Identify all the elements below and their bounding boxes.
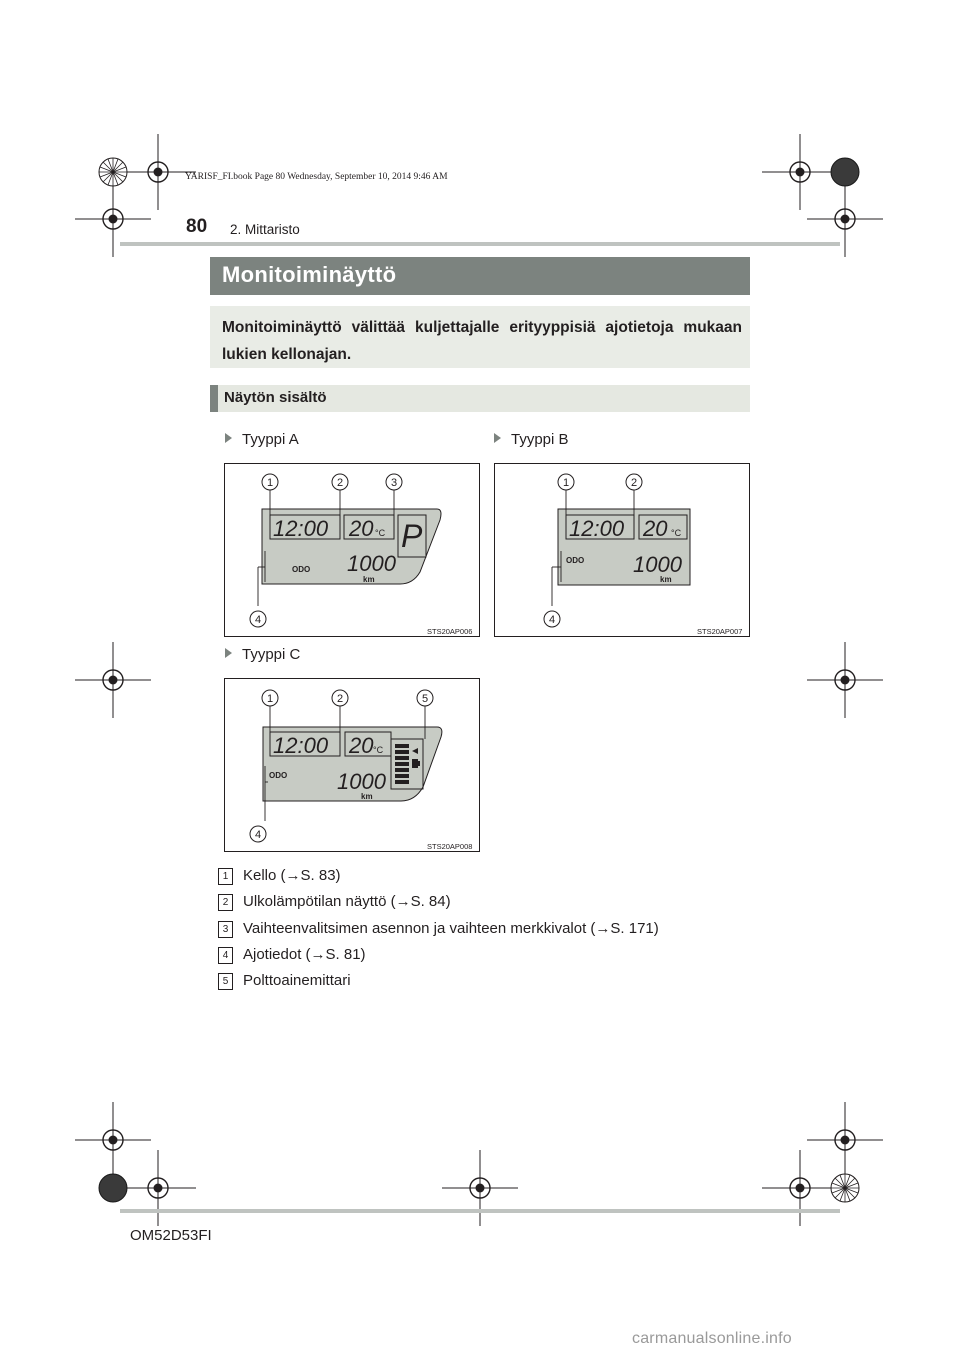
registration-mark-icon	[75, 1102, 151, 1178]
type-a-label: Tyyppi A	[225, 431, 299, 448]
registration-mark-icon	[442, 1150, 518, 1226]
subheading: Näytön sisältö	[224, 389, 327, 406]
header-rule	[120, 242, 840, 246]
figure-type-c	[224, 678, 480, 852]
legend-item: 2 Ulkolämpötilan näyttö (→S. 84)	[218, 893, 451, 913]
figure-type-b	[494, 463, 750, 637]
legend-item: 1 Kello (→S. 83)	[218, 867, 341, 887]
svg-text:1: 1	[266, 693, 274, 705]
svg-text:3: 3	[390, 477, 398, 489]
triangle-bullet-icon	[225, 648, 232, 658]
print-dot-icon	[831, 158, 859, 186]
legend-item: 5 Polttoainemittari	[218, 972, 351, 992]
svg-text:20: 20	[349, 733, 374, 758]
svg-text:°C: °C	[373, 745, 384, 755]
svg-text:1: 1	[562, 477, 570, 489]
svg-text:km: km	[660, 575, 672, 584]
svg-text:°C: °C	[375, 528, 386, 538]
section-path: 2. Mittaristo	[230, 222, 300, 237]
svg-text:1000: 1000	[633, 552, 682, 577]
registration-mark-icon	[807, 642, 883, 718]
type-c-label: Tyyppi C	[225, 646, 300, 663]
svg-text:4: 4	[254, 614, 262, 626]
registration-mark-icon	[75, 642, 151, 718]
registration-mark-icon	[762, 134, 838, 210]
svg-text:km: km	[361, 792, 373, 801]
svg-text:ODO: ODO	[269, 771, 288, 780]
svg-text:STS20AP007: STS20AP007	[697, 627, 743, 636]
svg-text:STS20AP008: STS20AP008	[427, 842, 473, 851]
svg-text:°C: °C	[671, 528, 682, 538]
legend-item: 4 Ajotiedot (→S. 81)	[218, 946, 366, 966]
svg-text:2: 2	[336, 477, 344, 489]
page-title: Monitoiminäyttö	[222, 262, 397, 287]
svg-text:ODO: ODO	[566, 556, 585, 565]
print-dot-icon	[99, 158, 127, 186]
svg-text:4: 4	[254, 829, 262, 841]
svg-text:ODO: ODO	[292, 565, 311, 574]
svg-text:1: 1	[266, 477, 274, 489]
fuel-pump-icon	[412, 759, 418, 768]
figure-type-a	[224, 463, 480, 637]
intro-text: Monitoiminäyttö välittää kuljettajalle erityyppisiä ajotietoja mukaan lukien kellonajan.	[222, 319, 742, 363]
svg-text:1000: 1000	[347, 551, 396, 576]
triangle-bullet-icon	[494, 433, 501, 443]
watermark: carmanualsonline.info	[632, 1330, 792, 1347]
svg-text:km: km	[363, 575, 375, 584]
gear-readout: P	[401, 518, 423, 554]
registration-mark-icon	[807, 1102, 883, 1178]
footer-rule	[120, 1209, 840, 1213]
svg-text:12:00: 12:00	[273, 733, 329, 758]
page-number: 80	[186, 216, 208, 237]
svg-text:2: 2	[336, 693, 344, 705]
footer-code: OM52D53FI	[130, 1227, 212, 1244]
svg-text:2: 2	[630, 477, 638, 489]
print-dot-icon	[831, 1174, 859, 1202]
print-header: YARISF_FI.book Page 80 Wednesday, September 10, 2014 9:46 AM	[185, 172, 448, 182]
clock-readout: 12:00	[273, 516, 329, 541]
print-dot-icon	[99, 1174, 127, 1202]
subheading-marker	[210, 385, 218, 412]
svg-text:4: 4	[548, 614, 556, 626]
registration-mark-icon	[762, 1150, 838, 1226]
temp-readout: 20	[349, 516, 374, 541]
svg-text:12:00: 12:00	[569, 516, 625, 541]
type-b-label: Tyyppi B	[494, 431, 569, 448]
svg-text:20: 20	[643, 516, 668, 541]
svg-text:1000: 1000	[337, 769, 386, 794]
registration-mark-icon	[120, 1150, 196, 1226]
figure-id: STS20AP006	[427, 627, 473, 636]
triangle-bullet-icon	[225, 433, 232, 443]
svg-text:5: 5	[421, 693, 429, 705]
legend-item: 3 Vaihteenvalitsimen asennon ja vaihteen merkkivalot (→S. 171)	[218, 920, 659, 940]
